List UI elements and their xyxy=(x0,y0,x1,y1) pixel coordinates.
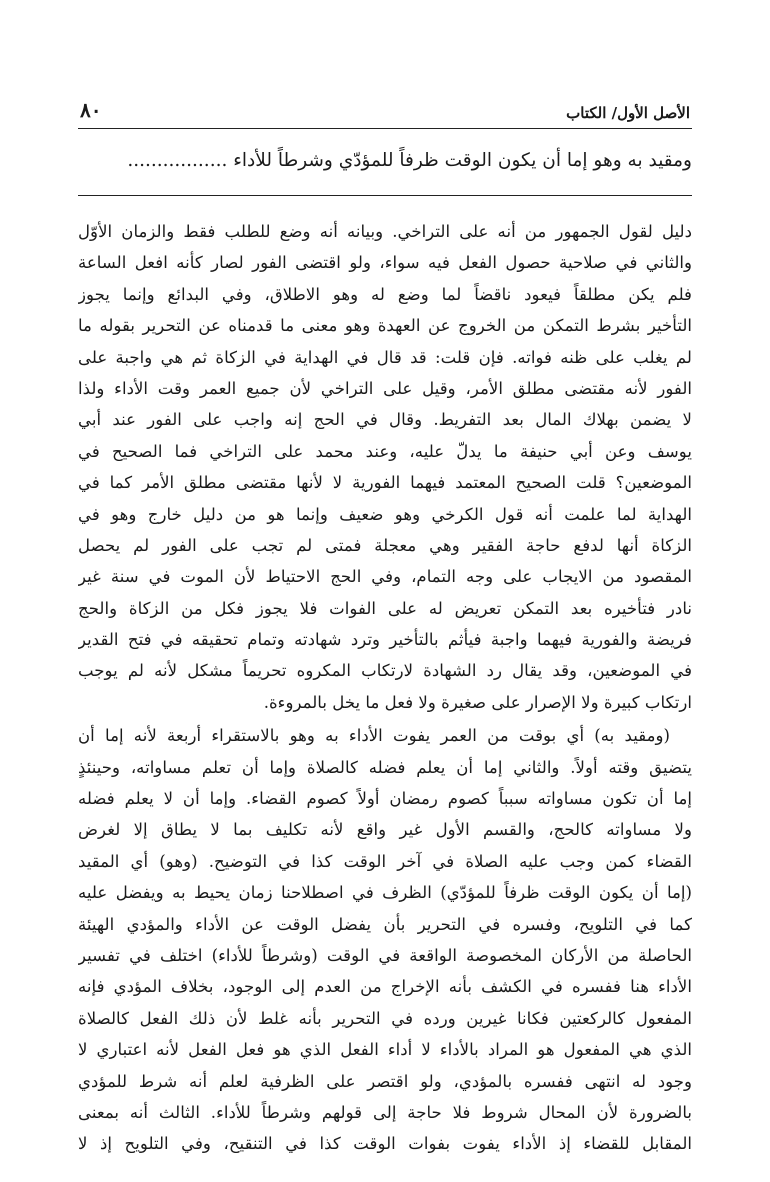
page-number: ٨٠ xyxy=(80,98,102,122)
commentary-body xyxy=(78,216,692,1160)
text-line: الهداية لما علمت أنه قول الكرخي وهو ضعيف وإنما هو من دليل خارج وهو في xyxy=(78,504,692,524)
text-line: فلم يكن مطلقاً فيعود ناقضاً لما وضع له وهو الاطلاق، وفي البدائع وإنما يجوز xyxy=(78,284,692,304)
text-line: المقصود من الايجاب على وجه التمام، وفي الحج الاحتياط لأن الموت في سنة غير xyxy=(78,567,692,587)
text-line: الحاصلة من الأركان المخصوصة الواقعة في الوقت (وشرطاً للأداء) اختلف في تفسير xyxy=(78,945,692,965)
text-line: القضاء كمن وجب عليه الصلاة في آخر الوقت كذا في التوضيح. (وهو) أي المقيد xyxy=(78,851,692,871)
book-page xyxy=(78,96,692,1160)
text-line: والثاني في صلاحية حصول الفعل فيه سواء، ولو اقتضى الفور لصار كأنه افعل الساعة xyxy=(78,253,692,273)
text-line: كما في التلويح، وفسره في التحرير بأن يفضل الوقت عن الأداء والمؤدي الهيئة xyxy=(78,914,692,934)
paragraph-2 xyxy=(78,720,692,1159)
text-line: دليل لقول الجمهور من أنه على التراخي. وبيانه أنه وضع للطلب فقط والزمان الأوّل xyxy=(78,222,692,241)
text-line: الزكاة أنها لدفع حاجة الفقير وهي معجلة فمتى لم تجب على الفور لم يحصل xyxy=(78,535,692,555)
text-line: التأخير بشرط التمكن من الخروج عن العهدة وهو معنى ما قدمناه عن التحرير بقوله ما xyxy=(78,316,692,336)
text-line: (ومقيد به) أي بوقت من العمر يفوت الأداء به وهو بالاستقراء أربعة لأنه إما أن xyxy=(78,726,670,746)
text-line: فريضة والفورية فيهما واجبة فيأثم بالتأخير وترد شهادته وتمام تحقيقه في فتح القدير xyxy=(78,630,692,650)
text-line: المفعول كالركعتين فكانا غيرين ورده في التحرير بأنه غلط لأن ذلك الفعل كالصلاة xyxy=(78,1008,692,1028)
text-line: إما أن تكون مساواته سبباً كصوم رمضان أولاً كصوم القضاء. وإما أن لا يعلم فضله xyxy=(78,789,692,809)
text-line: الأداء هنا ففسره في الكشف بأنه الإخراج من العدم إلى الوجود، بخلاف المؤدي فإنه xyxy=(78,977,692,997)
text-line: لا يضمن بهلاك المال بعد التفريط. وقال في الحج إنه واجب على الفور عند أبي xyxy=(78,410,692,430)
matn-line: ومقيد به وهو إما أن يكون الوقت ظرفاً للمؤدّي وشرطاً للأداء ................. xyxy=(78,143,692,196)
running-title: الأصل الأول/ الكتاب xyxy=(566,104,690,122)
text-line: المقابل للقضاء إذ الأداء يفوت بفوات الوقت كذا في التنقيح، وفي التلويح إذ لا xyxy=(78,1134,692,1154)
text-line: الموضعين؟ قلت الصحيح المعتمد فيهما الفورية لا لأنها مقتضى مطلق الأمر كما في xyxy=(78,473,692,493)
text-line: (إما أن يكون الوقت ظرفاً للمؤدّي) الظرف في اصطلاحنا زمان يحيط به ويفضل عليه xyxy=(78,883,692,903)
text-line: لم يغلب على ظنه فواته. فإن قلت: قد قال في الهداية في الزكاة ثم هي واجبة على xyxy=(78,347,692,367)
text-line: الذي هي المفعول هو المراد بالأداء لا أداء الفعل الذي هو فعل الفعل لأنه اعتباري لا xyxy=(78,1040,692,1060)
paragraph-1 xyxy=(78,216,692,718)
text-line: بالضرورة لأن المحال شروط فلا حاجة إلى قولهم وشرطاً للأداء. الثالث أنه بمعنى xyxy=(78,1102,692,1122)
text-line: وجود له انتهى ففسره بالمؤدي، ولو اقتصر على الظرفية لعلم أنه شرط للمؤدي xyxy=(78,1071,692,1091)
running-header xyxy=(78,96,692,129)
text-line: ولا مساواته كالحج، والقسم الأول غير واقع لأنه تكليف بما لا يطاق إلا لغرض xyxy=(78,820,692,840)
text-line: يتضيق وقته أولاً. والثاني إما أن يعلم فضله كالصلاة وإما أن تعلم مساواته، وحينئذٍ xyxy=(78,757,692,777)
text-line: نادر فتأخيره بعد التمكن تعريض له على الفوات فلا يجوز فكل من الزكاة والحج xyxy=(78,598,692,618)
text-line: الفور لأنه مقتضى مطلق الأمر، وقيل على التراخي لأن جميع العمر وقت الأداء ولذا xyxy=(78,378,692,398)
text-line: يوسف وعن أبي حنيفة ما يدلّ عليه، وعند محمد على التراخي فما الصحيح في xyxy=(78,441,692,461)
text-line: في الموضعين، وقد يقال رد الشهادة لارتكاب المكروه تحريماً مشكل لأنه لم يوجب xyxy=(78,661,692,681)
text-line: ارتكاب كبيرة ولا الإصرار على صغيرة ولا فعل ما يخل بالمروءة. xyxy=(263,692,692,712)
